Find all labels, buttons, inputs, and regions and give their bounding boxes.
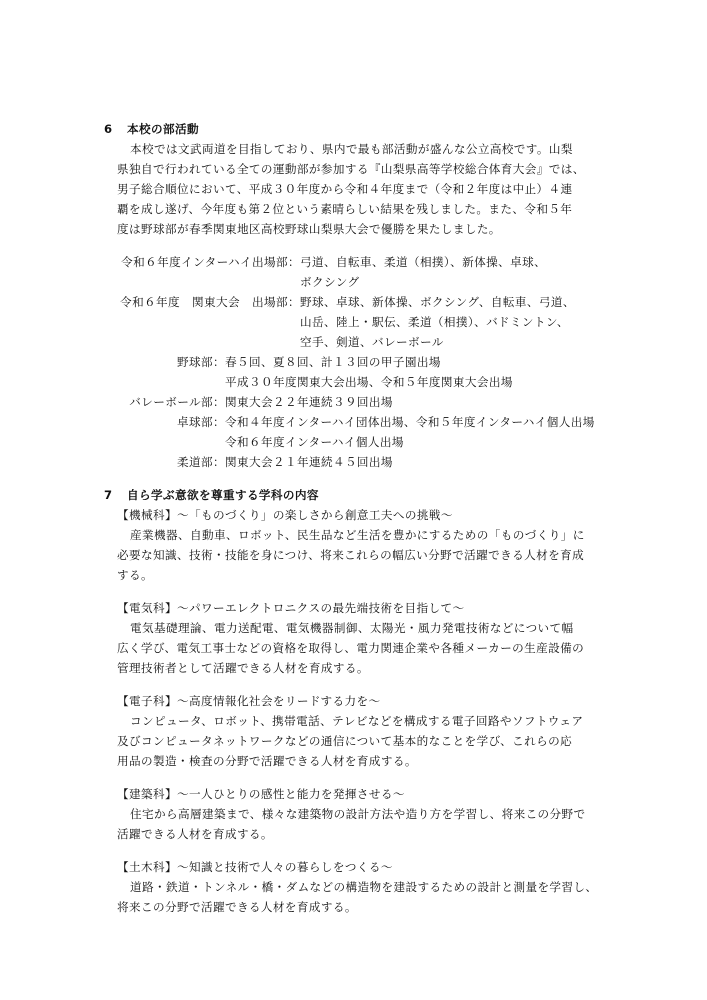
section-6-heading: 本校の部活動 bbox=[127, 122, 199, 136]
department-title-architecture: 【建築科】～一人ひとりの感性と能力を発揮させる～ bbox=[117, 787, 405, 801]
department-line: 電気基礎理論、電力送配電、電気機器制御、太陽光・風力発電技術などについて幅 bbox=[130, 621, 574, 635]
record-label-table-tennis: 卓球部： bbox=[177, 415, 225, 429]
record-value: 関東大会２２年連続３９回出場 bbox=[225, 395, 393, 409]
section-7-heading: 自ら学ぶ意欲を尊重する学科の内容 bbox=[127, 488, 319, 502]
department-line: 及びコンピュータネットワークなどの通信について基本的なことを学び、これらの応 bbox=[117, 734, 573, 748]
record-value: 令和６年度インターハイ個人出場 bbox=[225, 435, 404, 449]
department-title-electronics: 【電子科】～高度情報化社会をリードする力を～ bbox=[117, 694, 381, 708]
record-value: 野球、卓球、新体操、ボクシング、自転車、弓道、 bbox=[300, 295, 575, 309]
department-line: 住宅から高層建築まで、様々な建築物の設計方法や造り方を学習し、将来この分野で bbox=[130, 807, 586, 821]
department-line: 広く学び、電気工事士などの資格を取得し、電力関連企業や各種メーカーの生産設備の bbox=[117, 641, 585, 655]
record-value: 空手、剣道、バレーボール bbox=[300, 335, 444, 349]
section-7-number: 7 bbox=[104, 488, 113, 502]
record-value: 春５回、夏８回、計１３回の甲子園出場 bbox=[225, 355, 441, 369]
record-value: 関東大会２１年連続４５回出場 bbox=[225, 455, 393, 469]
department-title-mechanical: 【機械科】～「ものづくり」の楽しさから創意工夫への挑戦～ bbox=[117, 508, 453, 522]
department-title-electrical: 【電気科】～パワーエレクトロニクスの最先端技術を目指して～ bbox=[117, 601, 465, 615]
department-line: 用品の製造・検査の分野で活躍できる人材を育成する。 bbox=[117, 754, 417, 768]
section-6-paragraph-line: 度は野球部が春季関東地区高校野球山梨県大会で優勝を果たしました。 bbox=[117, 222, 501, 236]
record-label-kanto: 令和６年度 関東大会 出場部： bbox=[120, 295, 300, 309]
record-value: 平成３０年度関東大会出場、令和５年度関東大会出場 bbox=[225, 375, 513, 389]
record-label-baseball: 野球部： bbox=[177, 355, 225, 369]
department-line: 将来この分野で活躍できる人材を育成する。 bbox=[117, 900, 357, 914]
department-line: 必要な知識、技術・技能を身につけ、将来これらの幅広い分野で活躍できる人材を育成 bbox=[117, 548, 585, 562]
department-line: 産業機器、自動車、ロボット、民生品など生活を豊かにするための「ものづくり」に bbox=[130, 528, 585, 542]
department-line: 活躍できる人材を育成する。 bbox=[117, 827, 273, 841]
record-label-interhigh: 令和６年度インターハイ出場部： bbox=[121, 255, 300, 269]
record-value: 令和４年度インターハイ団体出場、令和５年度インターハイ個人出場 bbox=[225, 415, 595, 429]
department-line: する。 bbox=[117, 568, 153, 582]
section-6-paragraph-line: 県独自で行われている全ての運動部が参加する『山梨県高等学校総合体育大会』では、 bbox=[117, 162, 585, 176]
section-6-number: 6 bbox=[104, 122, 113, 136]
department-line: コンピュータ、ロボット、携帯電話、テレビなどを構成する電子回路やソフトウェア bbox=[130, 714, 584, 728]
record-value: 山岳、陸上・駅伝、柔道（相撲）、バドミントン、 bbox=[300, 315, 569, 329]
record-value: ボクシング bbox=[300, 275, 360, 289]
record-label-judo: 柔道部： bbox=[177, 455, 225, 469]
record-label-volleyball: バレーボール部： bbox=[129, 395, 225, 409]
department-title-civil: 【土木科】～知識と技術で人々の暮らしをつくる～ bbox=[117, 860, 393, 874]
section-6-paragraph-line: 男子総合順位において、平成３０年度から令和４年度まで（令和２年度は中止）４連 bbox=[117, 182, 573, 196]
section-6-paragraph-line: 本校では文武両道を目指しており、県内で最も部活動が盛んな公立高校です。山梨 bbox=[130, 142, 573, 156]
department-line: 道路・鉄道・トンネル・橋・ダムなどの構造物を建設するための設計と測量を学習し、 bbox=[130, 880, 598, 894]
department-line: 管理技術者として活躍できる人材を育成する。 bbox=[117, 661, 369, 675]
record-value: 弓道、自転車、柔道（相撲）、新体操、卓球、 bbox=[300, 255, 547, 269]
section-6-paragraph-line: 覇を成し遂げ、今年度も第２位という素晴らしい結果を残しました。また、令和５年 bbox=[117, 202, 573, 216]
